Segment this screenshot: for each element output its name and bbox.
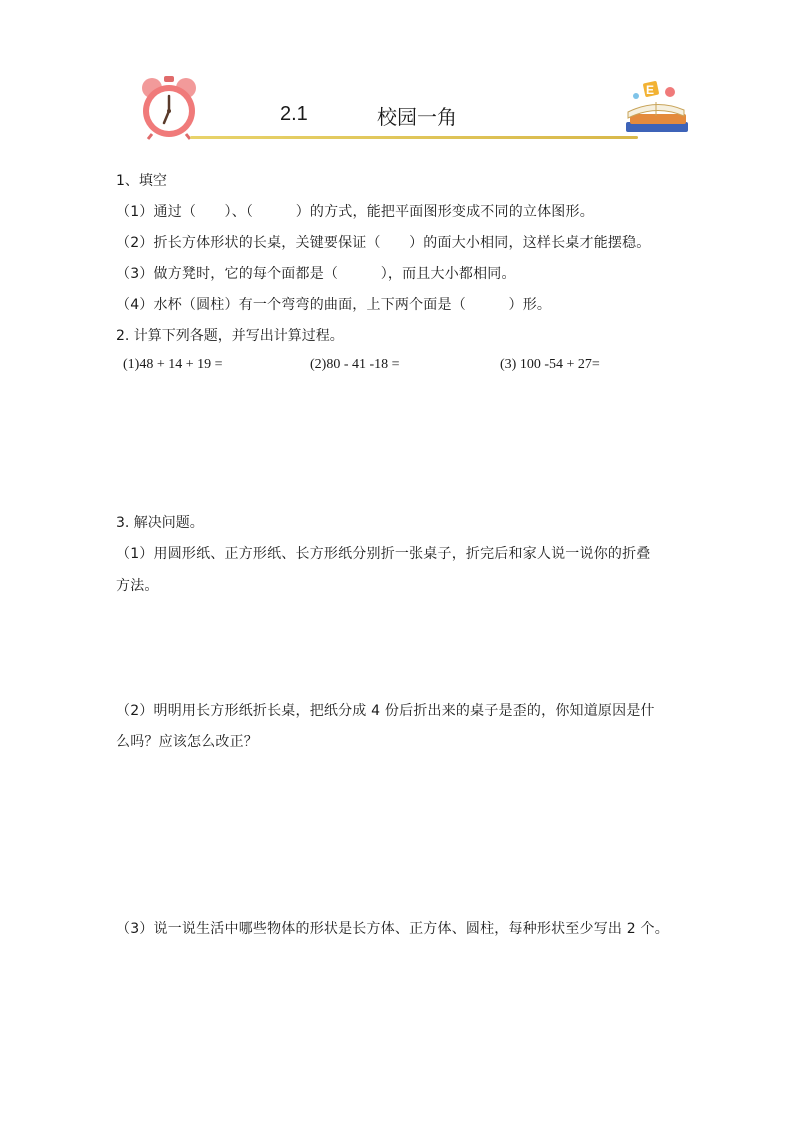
q3-part-3: （3）说一说生活中哪些物体的形状是长方体、正方体、圆柱，每种形状至少写出 2 个。 [116,921,669,937]
q1-item-1: （1）通过（ ）、（ ）的方式，能把平面图形变成不同的立体图形。 [116,204,594,220]
q1-heading: 1、填空 [116,173,167,189]
q3-part-2-line-1: （2）明明用长方形纸折长桌，把纸分成 4 份后折出来的桌子是歪的，你知道原因是什 [116,703,655,719]
q3-part-2-line-2: 么吗？应该怎么改正？ [116,734,258,750]
lesson-number: 2.1 [280,103,308,125]
q1-item-4: （4）水杯（圆柱）有一个弯弯的曲面，上下两个面是（ ）形。 [116,297,552,313]
q2-problem-3: (3) 100 -54 + 27= [500,357,600,372]
books-icon [622,72,694,140]
book-letter: E [646,83,655,97]
q2-problem-1: (1)48 + 14 + 19 = [123,357,223,372]
q2-problem-2: (2)80 - 41 -18 = [310,357,400,372]
page-title: 校园一角 [377,105,457,129]
q3-heading: 3. 解决问题。 [116,515,204,531]
q1-item-3: （3）做方凳时，它的每个面都是（ ），而且大小都相同。 [116,266,516,282]
q3-part-1-line-1: （1）用圆形纸、正方形纸、长方形纸分别折一张桌子，折完后和家人说一说你的折叠 [116,546,651,562]
q3-part-1-line-2: 方法。 [116,578,159,594]
alarm-clock-icon [134,74,204,140]
q2-heading: 2. 计算下列各题，并写出计算过程。 [116,328,344,344]
header-rule [190,136,638,139]
q1-item-2: （2）折长方体形状的长桌，关键要保证（ ）的面大小相同，这样长桌才能摆稳。 [116,235,651,251]
